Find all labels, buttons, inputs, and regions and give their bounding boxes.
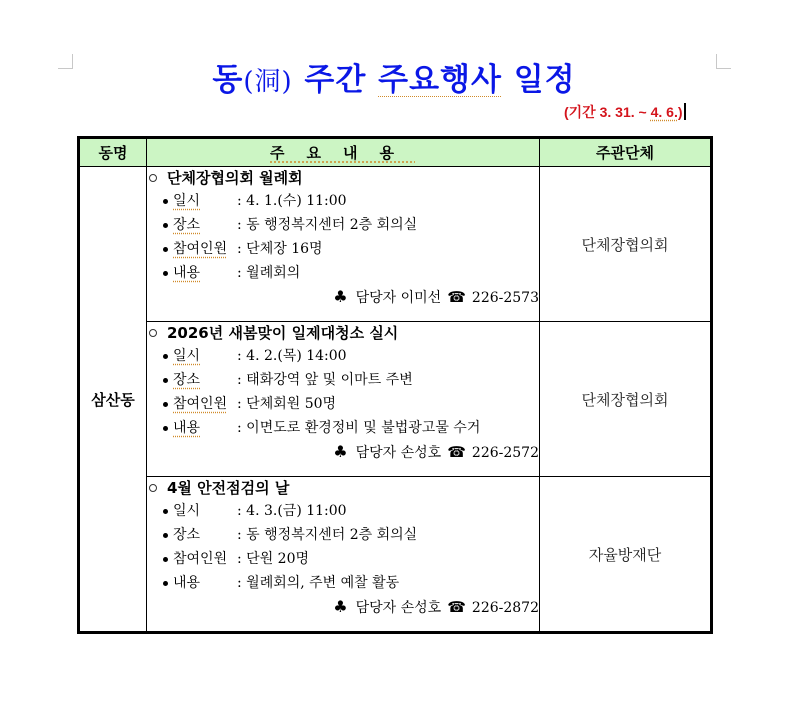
club-icon: ♣: [333, 287, 348, 306]
period-text: [564, 102, 686, 122]
event-title: [147, 167, 539, 189]
description-label: 내용: [173, 265, 201, 281]
description-label: 내용: [173, 420, 201, 436]
text-cursor: [684, 103, 686, 120]
place-value: : 태화강역 앞 및 이마트 주변: [237, 372, 413, 388]
place-label: 장소: [173, 217, 201, 233]
contact-person: 담당자 손성호: [355, 445, 442, 461]
table-row: [79, 477, 712, 633]
description-value: : 월례회의: [237, 265, 301, 281]
place-value: : 동 행정복지센터 2층 회의실: [237, 217, 418, 233]
bullet-icon: [163, 247, 168, 252]
event-description: [147, 571, 539, 595]
table-header-row: [79, 138, 712, 167]
club-icon: ♣: [333, 442, 348, 461]
event-attendees: [147, 392, 539, 416]
event-contact: [147, 285, 539, 310]
period-prefix: (기간 3. 31. ~: [564, 104, 651, 120]
datetime-label: 일시: [173, 193, 201, 209]
title-prefix: 동: [212, 62, 244, 98]
datetime-value: : 4. 2.(목) 14:00: [237, 348, 347, 364]
period-end-date: 4. 6.: [650, 104, 678, 120]
event-title-text: 단체장협의회 월례회: [167, 169, 303, 187]
dong-name-cell: 삼산동: [79, 167, 147, 633]
event-datetime: [147, 189, 539, 213]
header-dong-name: 동명: [79, 138, 147, 167]
attendees-value: : 단원 20명: [237, 551, 310, 567]
title-word-major-events: 주요행사: [378, 62, 502, 98]
event-title: [147, 322, 539, 344]
event-content-cell: [147, 322, 540, 477]
event-attendees: [147, 237, 539, 261]
datetime-label: 일시: [173, 348, 201, 364]
event-place: [147, 368, 539, 392]
attendees-value: : 단체장 16명: [237, 241, 323, 257]
bullet-icon: [163, 354, 168, 359]
circle-bullet-icon: [149, 329, 157, 337]
organizer-cell: 단체장협의회: [540, 322, 712, 477]
organizer-cell: 단체장협의회: [540, 167, 712, 322]
event-datetime: [147, 344, 539, 368]
contact-phone: 226-2573: [471, 290, 539, 306]
place-value: : 동 행정복지센터 2층 회의실: [237, 527, 418, 543]
contact-phone: 226-2572: [471, 445, 539, 461]
phone-icon: ☎: [447, 288, 466, 306]
bullet-icon: [163, 426, 168, 431]
bullet-icon: [163, 378, 168, 383]
bullet-icon: [163, 581, 168, 586]
event-datetime: [147, 499, 539, 523]
bullet-icon: [163, 402, 168, 407]
header-main-content-label: 주요내용: [270, 144, 416, 162]
event-contact: [147, 440, 539, 465]
header-organizer: 주관단체: [540, 138, 712, 167]
place-label: 장소: [173, 527, 201, 543]
event-description: [147, 261, 539, 285]
attendees-label: 참여인원: [173, 241, 228, 257]
club-icon: ♣: [333, 597, 348, 616]
title-word-weekly: 주간: [304, 62, 367, 98]
title-word-schedule: 일정: [513, 62, 576, 98]
header-main-content: [147, 138, 540, 167]
event-content-cell: [147, 167, 540, 322]
circle-bullet-icon: [149, 484, 157, 492]
period-suffix: ): [677, 104, 683, 120]
bullet-icon: [163, 223, 168, 228]
contact-person: 담당자 손성호: [355, 600, 442, 616]
document-title: [0, 60, 788, 102]
datetime-label: 일시: [173, 503, 201, 519]
bullet-icon: [163, 557, 168, 562]
attendees-label: 참여인원: [173, 551, 228, 567]
circle-bullet-icon: [149, 174, 157, 182]
attendees-label: 참여인원: [173, 396, 228, 412]
attendees-value: : 단체회원 50명: [237, 396, 337, 412]
title-hanja: (洞): [243, 67, 293, 97]
phone-icon: ☎: [447, 443, 466, 461]
bullet-icon: [163, 533, 168, 538]
bullet-icon: [163, 271, 168, 276]
bullet-icon: [163, 199, 168, 204]
description-value: : 월례회의, 주변 예찰 활동: [237, 575, 400, 591]
datetime-value: : 4. 1.(수) 11:00: [237, 193, 347, 209]
phone-icon: ☎: [447, 598, 466, 616]
description-value: : 이면도로 환경정비 및 불법광고물 수거: [237, 420, 481, 436]
event-description: [147, 416, 539, 440]
event-title: [147, 477, 539, 499]
contact-person: 담당자 이미선: [355, 290, 442, 306]
bullet-icon: [163, 509, 168, 514]
schedule-table: [77, 136, 713, 634]
table-row: [79, 167, 712, 322]
event-title-text: 4월 안전점검의 날: [167, 479, 290, 497]
event-attendees: [147, 547, 539, 571]
event-place: [147, 523, 539, 547]
datetime-value: : 4. 3.(금) 11:00: [237, 503, 347, 519]
event-content-cell: [147, 477, 540, 633]
place-label: 장소: [173, 372, 201, 388]
table-row: [79, 322, 712, 477]
contact-phone: 226-2872: [471, 600, 539, 616]
event-contact: [147, 595, 539, 620]
event-title-text: 2026년 새봄맞이 일제대청소 실시: [167, 324, 399, 342]
event-place: [147, 213, 539, 237]
organizer-cell: 자율방재단: [540, 477, 712, 633]
description-label: 내용: [173, 575, 201, 591]
